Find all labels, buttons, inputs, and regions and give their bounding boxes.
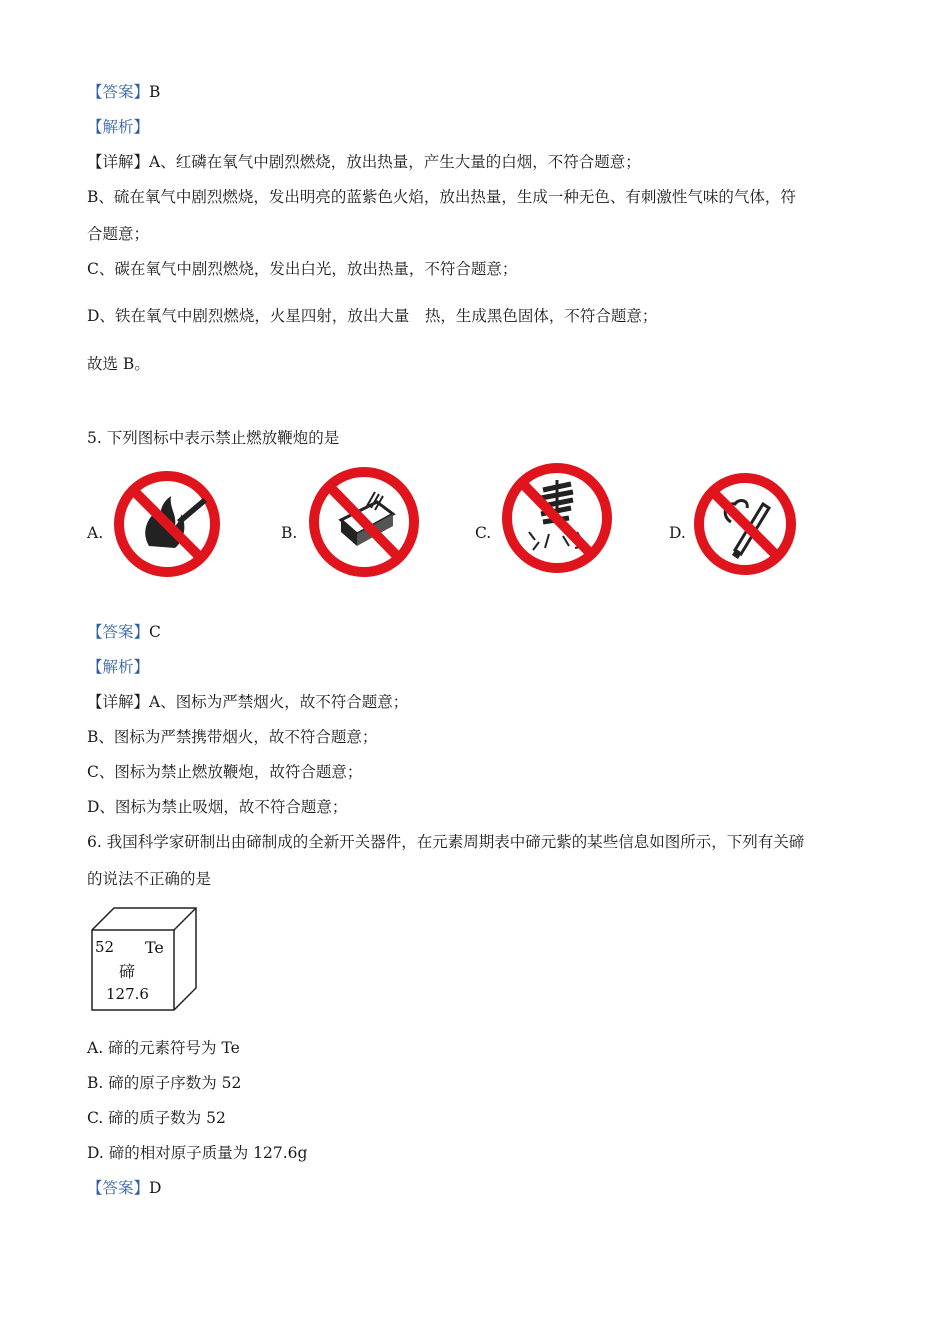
- detail-text: A、红磷在氧气中剧烈燃烧，放出热量，产生大量的白烟，不符合题意；: [149, 153, 641, 171]
- q5-detail-a: [87, 692, 408, 712]
- answer-value: D: [149, 1179, 162, 1197]
- q5-analysis-tag: 【解析】: [87, 658, 150, 676]
- q4-detail-a: [87, 152, 641, 172]
- element-tile: [90, 906, 200, 1012]
- q5-answer-line: [87, 622, 161, 642]
- no-firecrackers-icon: [499, 462, 615, 578]
- q4-detail-b1: B、硫在氧气中剧烈燃烧，发出明亮的蓝紫色火焰，放出热量，生成一种无色、有刺激性气味的气体，符: [87, 188, 796, 206]
- q5-sign-options: [87, 462, 867, 582]
- q4-analysis-tag: 【解析】: [87, 118, 150, 136]
- element-symbol: Te: [145, 938, 164, 957]
- q6-stem-line1: 6. 我国科学家研制出由碲制成的全新开关器件，在元素周期表中碲元紫的某些信息如图所示，下列有关碲: [87, 833, 805, 851]
- q5-detail-b: B、图标为严禁携带烟火，故不符合题意；: [87, 728, 378, 746]
- option-c[interactable]: [475, 462, 625, 582]
- q5-stem: 5. 下列图标中表示禁止燃放鞭炮的是: [87, 429, 340, 447]
- detail-text: A、图标为严禁烟火，故不符合题意；: [149, 693, 409, 711]
- q6-stem-line2: 的说法不正确的是: [87, 870, 212, 888]
- no-smoking-icon: [691, 462, 799, 582]
- q5-detail-c: C、图标为禁止燃放鞭炮，故符合题意；: [87, 763, 363, 781]
- option-b[interactable]: [281, 462, 431, 582]
- answer-tag: 【答案】: [87, 1179, 150, 1197]
- q4-detail-d: D、铁在氧气中剧烈燃烧，火星四射，放出大量 热，生成黑色固体，不符合题意；: [87, 307, 658, 325]
- q4-detail-c: C、碳在氧气中剧烈燃烧，发出白光，放出热量，不符合题意；: [87, 260, 518, 278]
- q6-answer-line: [87, 1178, 161, 1198]
- no-matches-icon: [305, 462, 423, 582]
- detail-tag: 【详解】: [87, 153, 150, 171]
- detail-tag: 【详解】: [87, 693, 150, 711]
- option-letter: D.: [669, 524, 686, 542]
- q6-option-d[interactable]: D. 碲的相对原子质量为 127.6g: [87, 1144, 308, 1162]
- option-d[interactable]: [669, 462, 819, 582]
- no-fire-icon: [111, 462, 223, 582]
- q6-option-a[interactable]: A. 碲的元素符号为 Te: [87, 1039, 240, 1057]
- q4-conclusion: 故选 B。: [87, 355, 150, 373]
- option-a[interactable]: [87, 462, 227, 582]
- answer-value: C: [149, 623, 161, 641]
- answer-tag: 【答案】: [87, 623, 150, 641]
- answer-value: B: [149, 83, 161, 101]
- q6-option-b[interactable]: B. 碲的原子序数为 52: [87, 1074, 242, 1092]
- option-letter: B.: [281, 524, 298, 542]
- answer-tag: 【答案】: [87, 83, 150, 101]
- q6-option-c[interactable]: C. 碲的质子数为 52: [87, 1109, 226, 1127]
- q4-answer-line: [87, 82, 160, 102]
- q5-detail-d: D、图标为禁止吸烟，故不符合题意；: [87, 798, 348, 816]
- element-name: 碲: [119, 962, 136, 981]
- q4-detail-b2: 合题意；: [87, 225, 150, 243]
- atomic-mass: 127.6: [106, 985, 149, 1003]
- option-letter: C.: [475, 524, 492, 542]
- option-letter: A.: [87, 524, 104, 542]
- atomic-number: 52: [95, 938, 115, 956]
